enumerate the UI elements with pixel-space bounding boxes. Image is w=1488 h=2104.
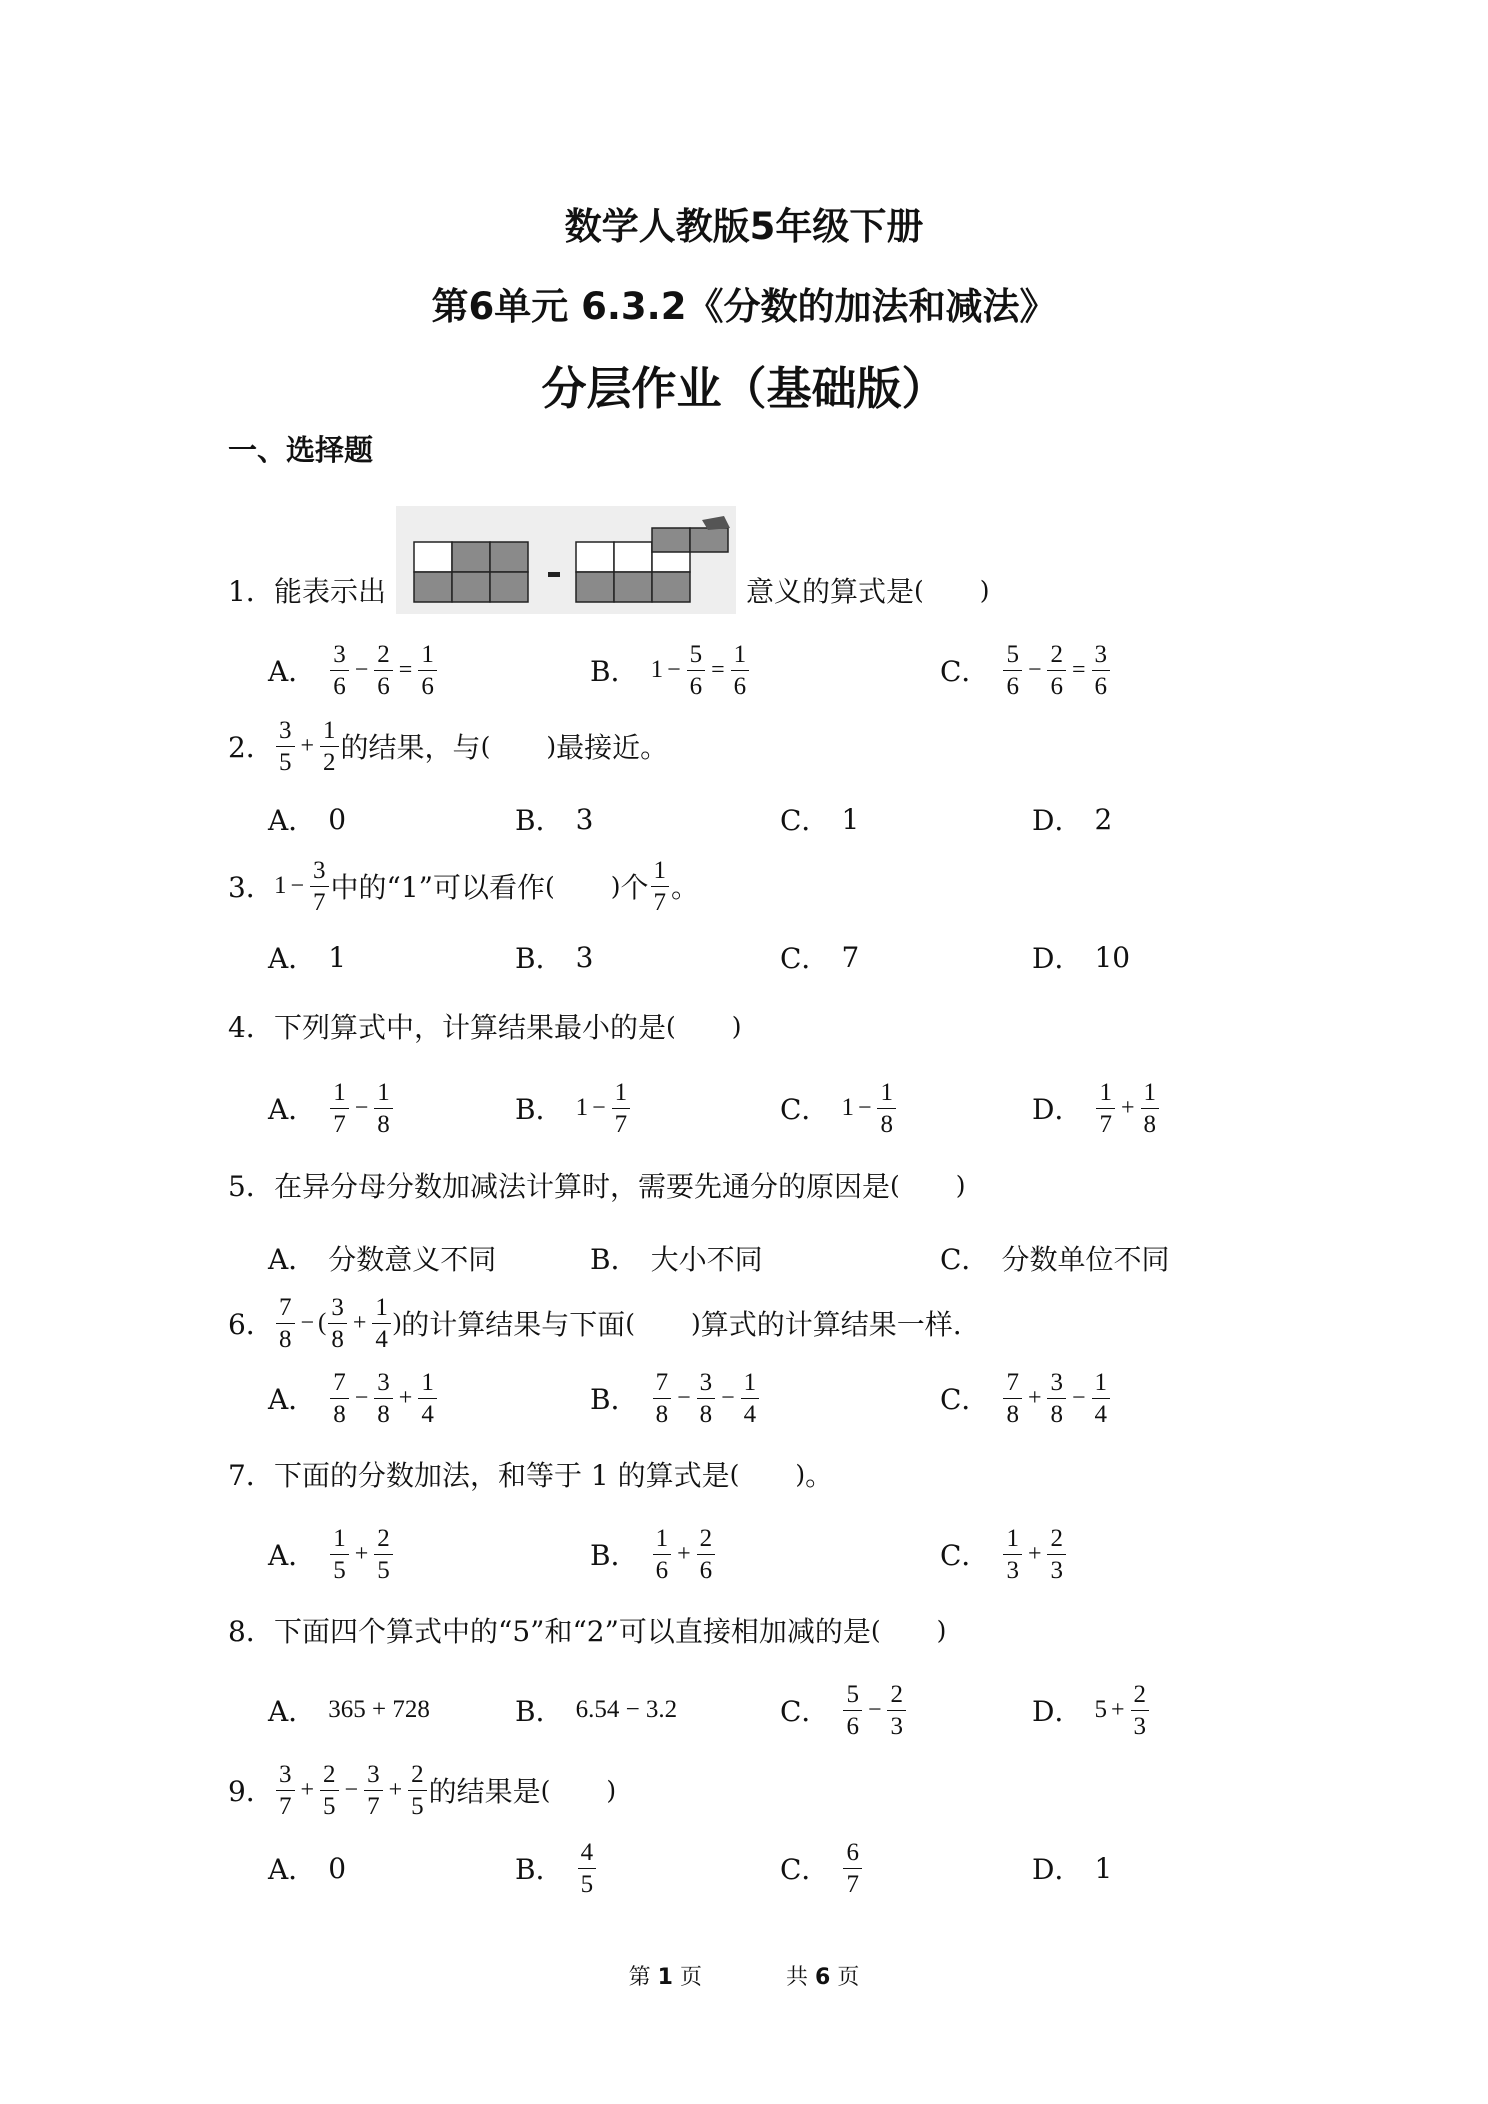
question-4: 4． 下列算式中，计算结果最小的是 ( ) [228, 1011, 742, 1044]
question-1: 1． 能表示出 意义的算式是 ( ) [228, 550, 990, 630]
option-d[interactable]: D． 5 + $\frac{2}{3}$ [1032, 1670, 1151, 1750]
option-a[interactable]: A． $\frac{1}{5}$ + $\frac{2}{5}$ [268, 1514, 395, 1594]
question-3: 3． 1 − $\frac{3}{7}$ 中的“1”可以看作 ( ) 个 $\frac{1}{7}$ 。 [228, 856, 700, 916]
page-total: 共 6 页 [786, 1965, 860, 1990]
option-b[interactable]: B． 1 − $\frac{1}{7}$ [515, 1068, 632, 1148]
question-7-options [268, 1514, 1428, 1594]
option-d[interactable]: D． 10 [1032, 940, 1131, 975]
option-a[interactable]: A． 0 [268, 802, 347, 837]
option-a-expression: $\frac{3}{6}$ − $\frac{2}{6}$ = $\frac{1}{6}$ [328, 642, 439, 699]
option-c[interactable]: C． $\frac{7}{8}$ + $\frac{3}{8}$ − $\frac{1}{4}$ [940, 1358, 1112, 1438]
fraction-diagram [396, 506, 736, 614]
option-b-expression: 1 − $\frac{5}{6}$ = $\frac{1}{6}$ [651, 642, 752, 699]
question-6-expression: $\frac{7}{8}$ − ( $\frac{3}{8}$ + $\frac{1}{4}$ ) [274, 1295, 401, 1352]
page-number: 第 1 页 [628, 1965, 702, 1990]
option-a[interactable]: A． 1 [268, 940, 347, 975]
option-a[interactable]: A． 分数意义不同 [268, 1243, 497, 1276]
option-b[interactable]: B． 3 [515, 802, 594, 837]
option-b[interactable]: B． 6.54 − 3.2 [515, 1695, 678, 1728]
homework-title: 分层作业（基础版） [541, 362, 947, 415]
option-c-expression: 1 − $\frac{1}{8}$ [841, 1080, 898, 1137]
section-heading: 一、选择题 [228, 433, 374, 467]
question-3-expression: 1 − $\frac{3}{7}$ [274, 858, 331, 915]
option-c[interactable]: C． 1 [780, 802, 860, 837]
option-c[interactable]: C． $\frac{5}{6}$ − $\frac{2}{3}$ [780, 1670, 908, 1750]
option-b-expression: 1 − $\frac{1}{7}$ [576, 1080, 633, 1137]
option-a[interactable]: A． $\frac{1}{7}$ − $\frac{1}{8}$ [268, 1068, 395, 1148]
page-footer [0, 1960, 1488, 1991]
option-d-expression: $\frac{1}{7}$ + $\frac{1}{8}$ [1094, 1080, 1161, 1137]
question-4-options [268, 1068, 1428, 1148]
option-a-expression: $\frac{1}{7}$ − $\frac{1}{8}$ [328, 1080, 395, 1137]
question-2: 2． $\frac{3}{5}$ + $\frac{1}{2}$ 的结果，与 ( ) 最接近。 [228, 716, 669, 776]
question-8-options [268, 1670, 1428, 1750]
option-b[interactable]: B． $\frac{1}{6}$ + $\frac{2}{6}$ [590, 1514, 717, 1594]
option-c[interactable]: C． 1 − $\frac{1}{8}$ [780, 1068, 898, 1148]
option-c[interactable]: C． 7 [780, 940, 860, 975]
option-a[interactable]: A． 0 [268, 1851, 347, 1886]
option-d[interactable]: D． 1 [1032, 1851, 1113, 1886]
unit-title: 第6单元 6.3.2《分数的加法和减法》 [431, 285, 1057, 328]
question-2-expression: $\frac{3}{5}$ + $\frac{1}{2}$ [274, 718, 341, 775]
option-b[interactable]: B． $\frac{7}{8}$ − $\frac{3}{8}$ − $\frac{1}{4}$ [590, 1358, 761, 1438]
option-a[interactable]: A． $\frac{3}{6}$ − $\frac{2}{6}$ = $\frac{1}{6}$ [268, 630, 439, 710]
option-d[interactable]: D． 2 [1032, 802, 1113, 837]
question-6: 6． $\frac{7}{8}$ − ( $\frac{3}{8}$ + $\frac{1}{4}$ ) 的计算结果与下面 ( ) 算式的计算结果一样. [228, 1293, 962, 1353]
question-3-options [268, 917, 1428, 997]
document-title: 数学人教版5年级下册 [564, 205, 924, 248]
option-b[interactable]: B． 3 [515, 940, 594, 975]
option-b[interactable]: B． 1 − $\frac{5}{6}$ = $\frac{1}{6}$ [590, 630, 751, 710]
option-b[interactable]: B． 大小不同 [590, 1243, 763, 1276]
option-c-expression: $\frac{5}{6}$ − $\frac{2}{6}$ = $\frac{3}{6}$ [1001, 642, 1112, 699]
option-a[interactable]: A． $\frac{7}{8}$ − $\frac{3}{8}$ + $\frac{1}{4}$ [268, 1358, 439, 1438]
option-c[interactable]: C． 分数单位不同 [940, 1243, 1170, 1276]
option-a[interactable]: A． 365 + 728 [268, 1695, 430, 1728]
question-9-options [268, 1828, 1428, 1908]
question-5: 5． 在异分母分数加减法计算时，需要先通分的原因是 ( ) [228, 1170, 966, 1203]
question-9: 9． $\frac{3}{7}$ + $\frac{2}{5}$ − $\frac{3}{7}$ + $\frac{2}{5}$ 的结果是 ( ) [228, 1760, 617, 1820]
option-c[interactable]: C． $\frac{1}{3}$ + $\frac{2}{3}$ [940, 1514, 1068, 1594]
question-8: 8． 下面四个算式中的“5”和“2”可以直接相加减的是 ( ) [228, 1615, 947, 1648]
option-b[interactable]: B． $\frac{4}{5}$ [515, 1828, 598, 1908]
question-1-options [268, 630, 1428, 710]
question-7: 7． 下面的分数加法，和等于 1 的算式是 ( ) 。 [228, 1459, 834, 1492]
question-6-options [268, 1358, 1428, 1438]
option-d[interactable]: D． $\frac{1}{7}$ + $\frac{1}{8}$ [1032, 1068, 1161, 1148]
option-c[interactable]: C． $\frac{6}{7}$ [780, 1828, 864, 1908]
question-9-expression: $\frac{3}{7}$ + $\frac{2}{5}$ − $\frac{3}{7}$ + $\frac{2}{5}$ [274, 1762, 429, 1819]
option-c[interactable]: C． $\frac{5}{6}$ − $\frac{2}{6}$ = $\frac{3}{6}$ [940, 630, 1112, 710]
